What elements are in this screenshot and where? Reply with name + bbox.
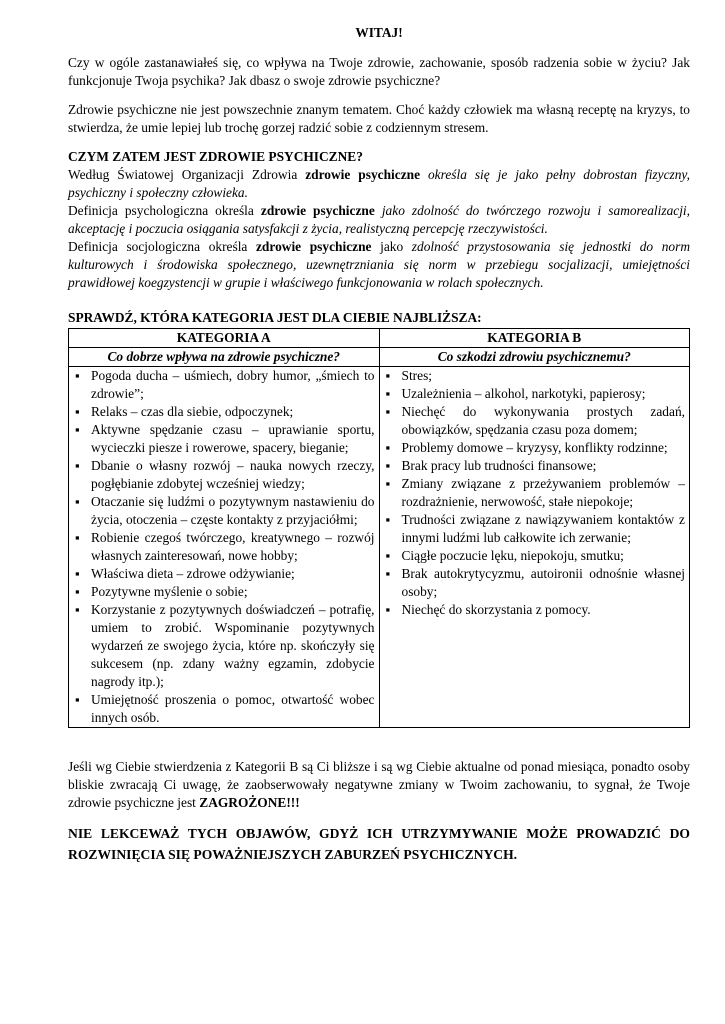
category-table (68, 328, 690, 728)
subheader-a: Co dobrze wpływa na zdrowie psychiczne? (69, 348, 380, 367)
list-item: ▪ Aktywne spędzanie czasu – uprawianie sportu, wycieczki piesze i rowerowe, spacery, bieganie; (73, 421, 375, 457)
definition-sociological: Definicja socjologiczna określa zdrowie psychiczne jako zdolność przystosowania się jednostki do norm kulturowych i środowiska społecznego, uzewnętrzniania się norm w przebiegu socjalizacji, umiejętności prawidłowej koegzystencji w grupie i właściwego funkcjonowania w rolach społecznych. (68, 239, 691, 290)
list-item: ▪ Niechęć do skorzystania z pomocy. (384, 601, 686, 619)
list-item: ▪ Uzależnienia – alkohol, narkotyki, papierosy; (384, 385, 686, 403)
list-item: ▪ Właściwa dieta – zdrowe odżywianie; (73, 565, 375, 583)
check-heading: SPRAWDŹ, KTÓRA KATEGORIA JEST DLA CIEBIE NAJBLIŻSZA: (68, 310, 482, 325)
list-item: ▪ Brak autokrytycyzmu, autoironii odnośnie własnej osoby; (384, 565, 686, 601)
page-title: WITAJ! (355, 25, 403, 40)
definition-who: Według Światowej Organizacji Zdrowia zdrowie psychiczne określa się je jako pełny dobrostan fizyczny, psychiczny i społeczny człowieka. (68, 167, 690, 200)
list-item: ▪ Brak pracy lub trudności finansowe; (384, 457, 686, 475)
list-item: ▪ Robienie czegoś twórczego, kreatywnego – rozwój własnych zainteresowań, nowe hobby; (73, 529, 375, 565)
list-item: ▪ Zmiany związane z przeżywaniem problemów – rozdrażnienie, nerwowość, stałe niepokoje; (384, 475, 686, 511)
intro-paragraph-2: Zdrowie psychiczne nie jest powszechnie znanym tematem. Choć każdy człowiek ma własną receptę na kryzys, to stwierdza, że umie lepiej lub trochę gorzej radzić sobie z codziennym stresem. (68, 102, 690, 135)
category-a-cell (69, 367, 380, 728)
list-item: ▪ Ciągłe poczucie lęku, niepokoju, smutku; (384, 547, 686, 565)
category-b-cell (379, 367, 690, 728)
category-a-list (73, 367, 375, 727)
column-header-a: KATEGORIA A (69, 329, 380, 348)
list-item: ▪ Trudności związane z nawiązywaniem kontaktów z innymi ludźmi lub całkowite ich zerwanie; (384, 511, 686, 547)
list-item: ▪ Niechęć do wykonywania prostych zadań, obowiązków, spędzania czasu poza domem; (384, 403, 686, 439)
subheader-b: Co szkodzi zdrowiu psychicznemu? (379, 348, 690, 367)
list-item: ▪ Problemy domowe – kryzysy, konflikty rodzinne; (384, 439, 686, 457)
warning-text: NIE LEKCEWAŻ TYCH OBJAWÓW, GDYŻ ICH UTRZYMYWANIE MOŻE PROWADZIĆ DO ROZWINIĘCIA SIĘ POWAŻNIEJSZYCH ZABURZEŃ PSYCHICZNYCH. (68, 826, 690, 862)
intro-paragraph-1: Czy w ogóle zastanawiałeś się, co wpływa na Twoje zdrowie, zachowanie, sposób radzenia sobie w życiu? Jak funkcjonuje Twoja psychika? Jak dbasz o swoje zdrowie psychiczne? (68, 55, 690, 88)
list-item: ▪ Pozytywne myślenie o sobie; (73, 583, 375, 601)
closing-paragraph: Jeśli wg Ciebie stwierdzenia z Kategorii B są Ci bliższe i są wg Ciebie aktualne od ponad miesiąca, ponadto osoby bliskie zwracają Ci uwagę, że zaobserwowały negatywne zmiany w Twoim zachowaniu, to sygnał, że Twoje zdrowie psychiczne jest ZAGROŻONE!!! (68, 759, 690, 810)
section-heading: CZYM ZATEM JEST ZDROWIE PSYCHICZNE? (68, 149, 363, 164)
column-header-b: KATEGORIA B (379, 329, 690, 348)
threat-label: ZAGROŻONE!!! (199, 795, 300, 810)
list-item: ▪ Korzystanie z pozytywnych doświadczeń – potrafię, umiem to zrobić. Wspominanie pozytywnych wydarzeń ze swojego życia, które np. skończyły się sukcesem (np. zdany ważny egzamin, zdobycie nagrody itp.); (73, 601, 375, 691)
list-item: ▪ Relaks – czas dla siebie, odpoczynek; (73, 403, 375, 421)
list-item: ▪ Dbanie o własny rozwój – nauka nowych rzeczy, pogłębianie zdobytej wcześniej wiedzy; (73, 457, 375, 493)
list-item: ▪ Umiejętność proszenia o pomoc, otwartość wobec innych osób. (73, 691, 375, 727)
category-b-list (384, 367, 686, 619)
list-item: ▪ Stres; (384, 367, 686, 385)
list-item: ▪ Otaczanie się ludźmi o pozytywnym nastawieniu do życia, otoczenia – częste kontakty z przyjaciółmi; (73, 493, 375, 529)
list-item: ▪ Pogoda ducha – uśmiech, dobry humor, „śmiech to zdrowie”; (73, 367, 375, 403)
definition-psychological: Definicja psychologiczna określa zdrowie psychiczne jako zdolność do twórczego rozwoju i samorealizacji, akceptację i poczucia osiągania satysfakcji z życia, realistyczną percepcję rzeczywistości. (68, 203, 690, 236)
document-page (68, 24, 690, 865)
